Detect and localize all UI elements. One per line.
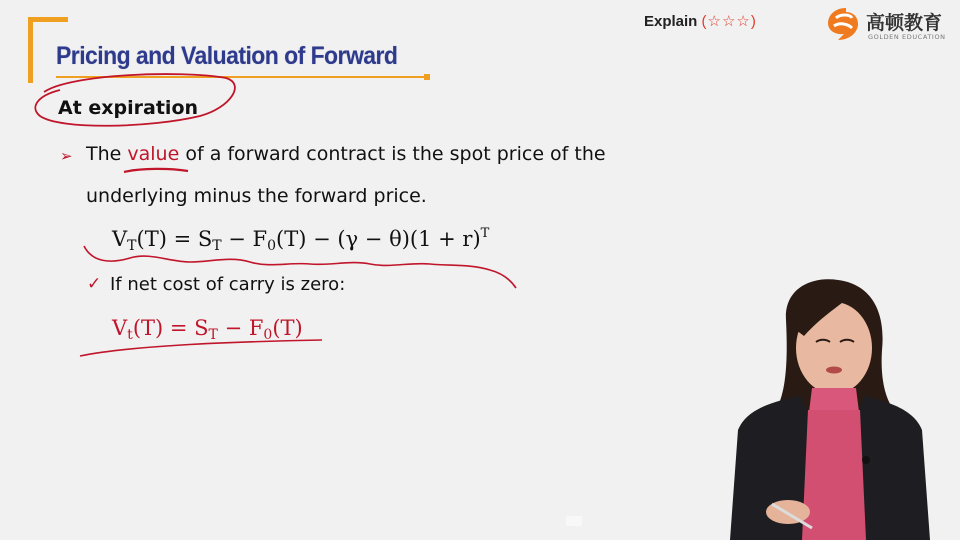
explain-label: Explain: [644, 13, 698, 30]
presenter-image: [700, 270, 960, 540]
check-item-text: If net cost of carry is zero:: [110, 274, 346, 295]
bullet-text-after: of a forward contract is the spot price of the: [179, 143, 606, 165]
value-underline: [124, 169, 188, 172]
title-underline: [56, 76, 430, 78]
subheading: At expiration: [58, 97, 199, 119]
bullet-text-before: The: [86, 143, 128, 165]
cursor-highlight: [566, 516, 582, 526]
title-bracket-top: [28, 17, 68, 22]
formula-value-at-expiration: $V_T(T) = S_T - F_0(T) - (\gamma - \theta)(1 + r)^T$: [112, 226, 490, 254]
star-rating: (☆☆☆): [701, 13, 757, 30]
explain-rating: [644, 12, 757, 30]
brand-name-cn: 高顿教育: [866, 12, 943, 34]
bullet-arrow-icon: ➢: [60, 148, 73, 165]
formula-zero-carry: $V_t(T) = S_T - F_0(T)$: [112, 316, 303, 343]
checkmark-icon: ✓: [87, 274, 102, 293]
slide-title: Pricing and Valuation of Forward: [56, 42, 398, 70]
bullet-line-2: underlying minus the forward price.: [86, 185, 427, 207]
brand-name-en: GOLDEN EDUCATION: [868, 33, 946, 41]
bullet-line-1: [86, 143, 606, 165]
highlight-value: value: [127, 143, 180, 165]
title-bracket-left: [28, 17, 33, 83]
title-underline-end: [424, 74, 430, 80]
